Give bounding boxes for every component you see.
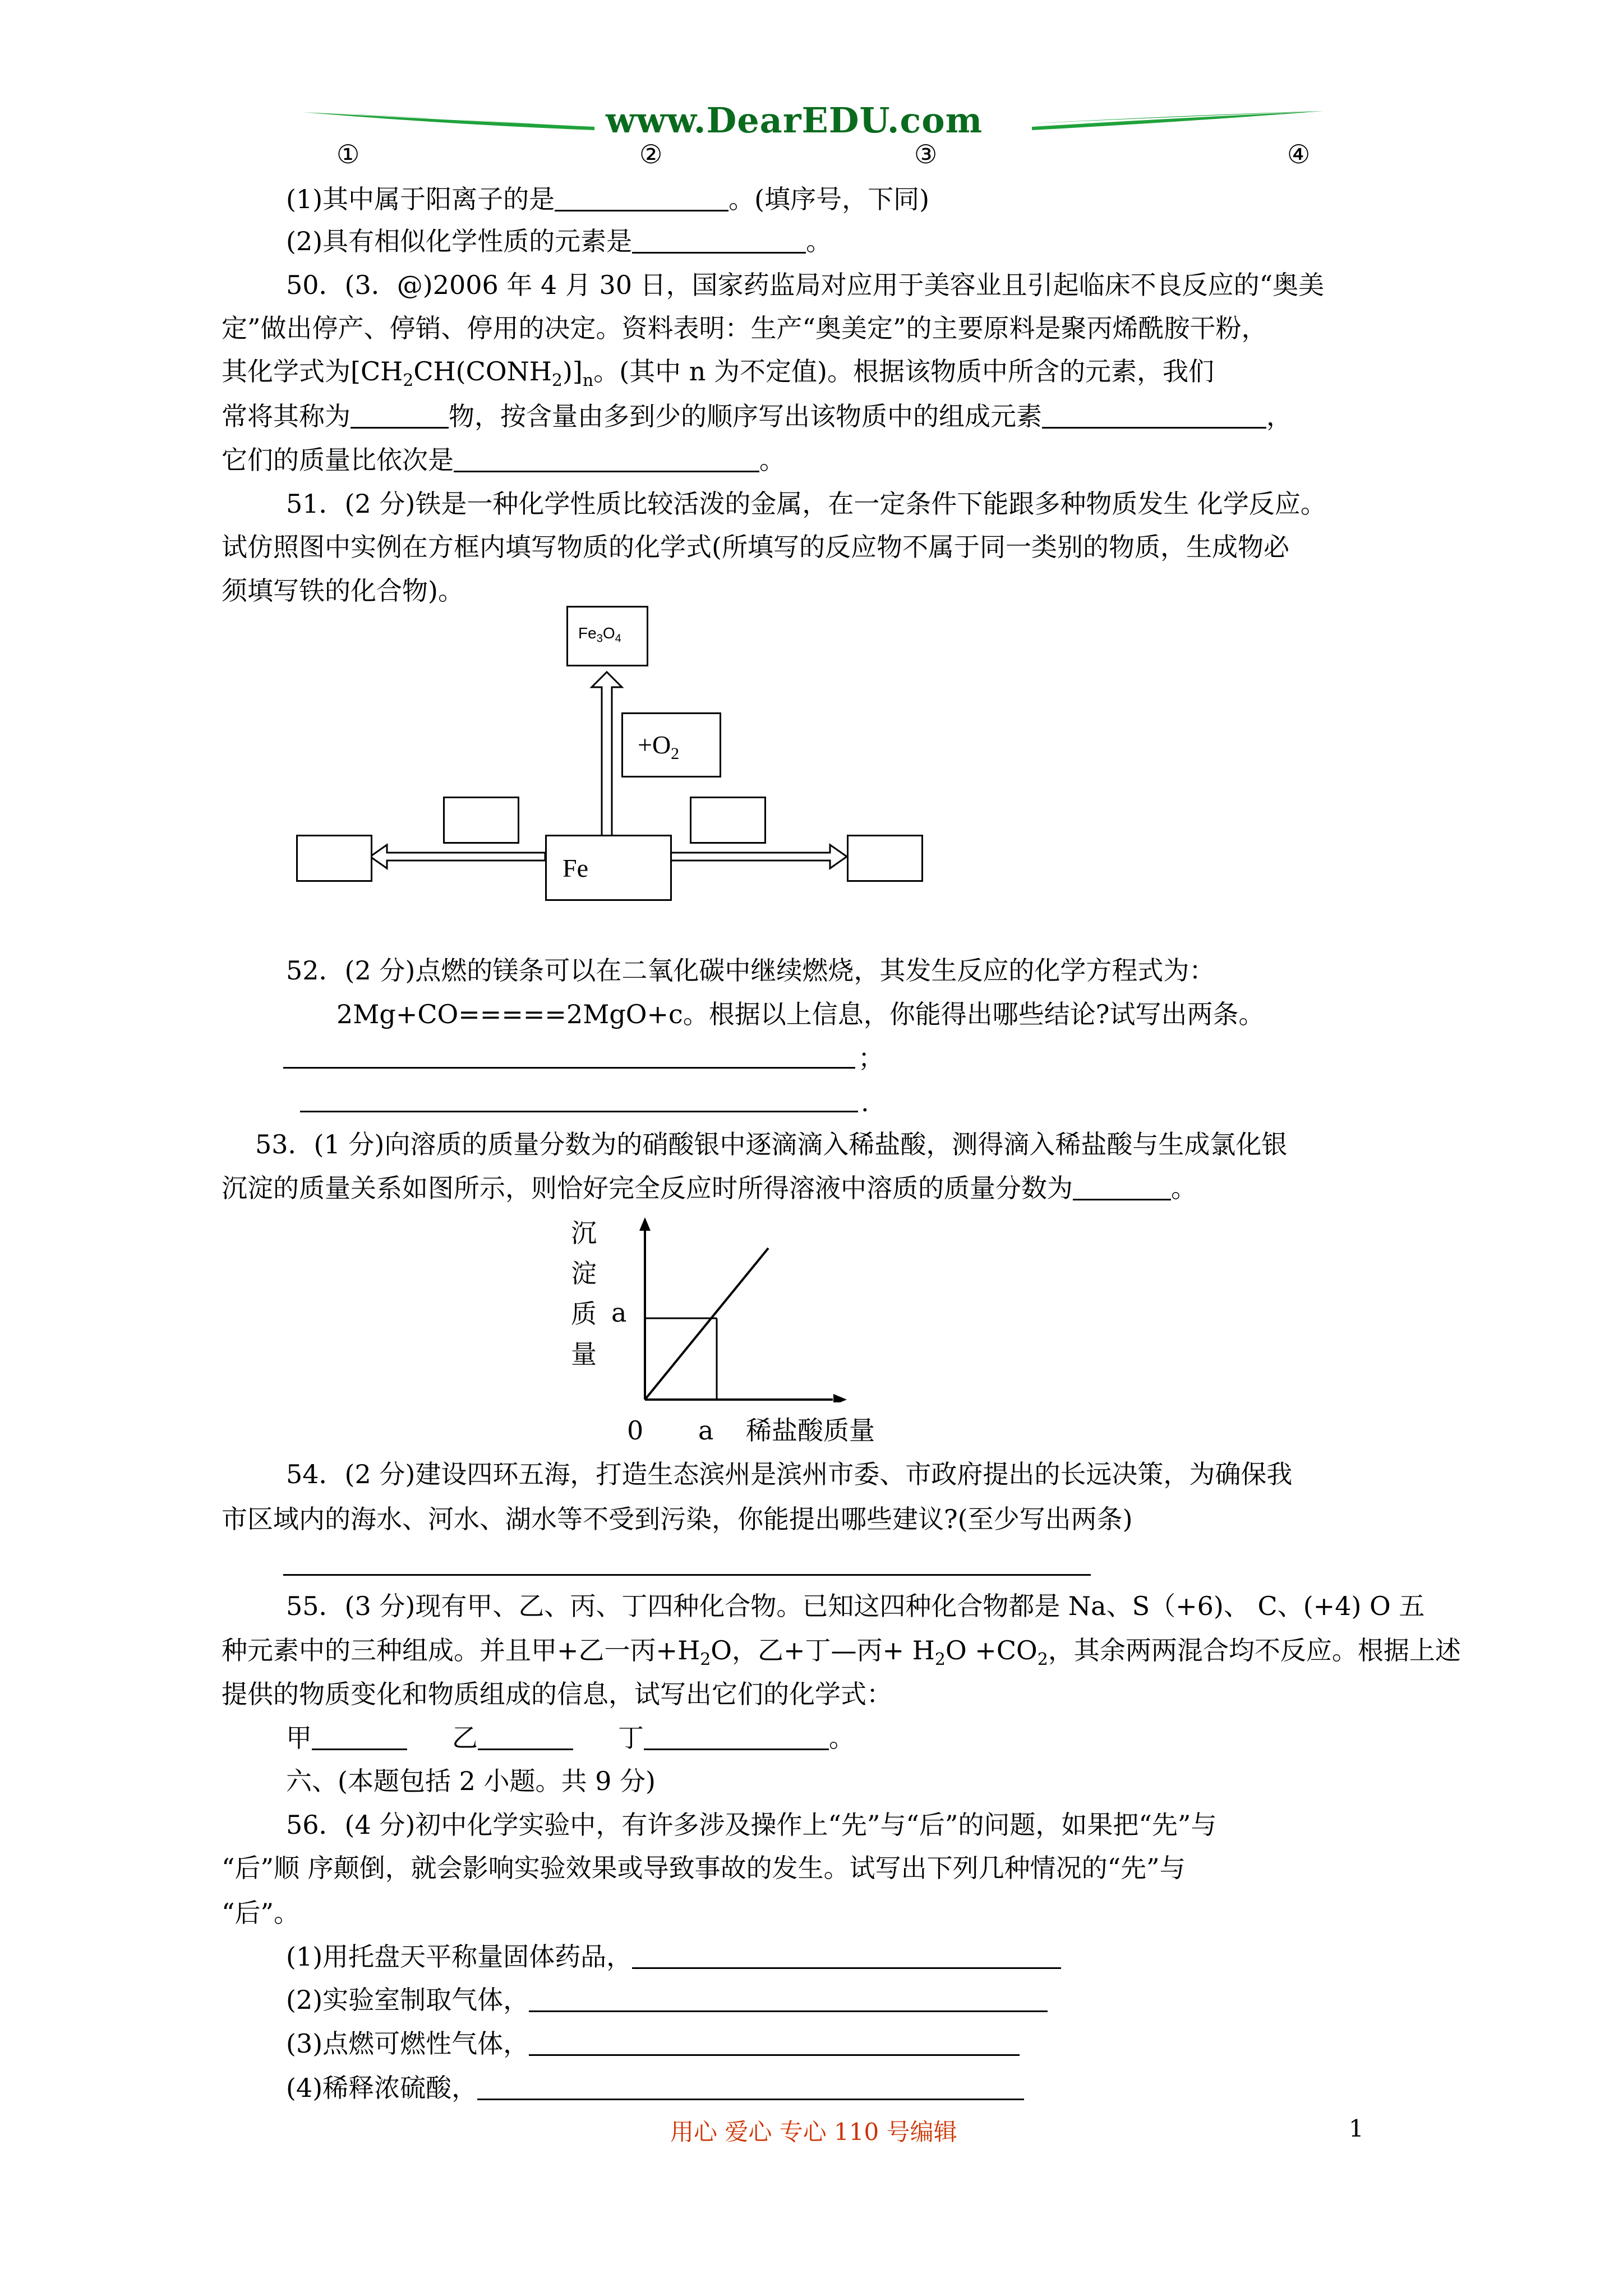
circled-number-2: ②	[639, 139, 663, 169]
circled-number-1: ①	[336, 139, 360, 169]
q50-line3	[222, 355, 1214, 398]
q50-blank-3[interactable]	[454, 446, 759, 472]
circled-number-3: ③	[914, 139, 938, 169]
q49-blank-1[interactable]	[555, 185, 728, 211]
q53-xtick-a: a	[698, 1415, 714, 1446]
page-number: 1	[1349, 2115, 1364, 2142]
q53-ylabel-1: 沉	[571, 1218, 597, 1248]
q55-sub-c: 2	[1037, 1650, 1048, 1670]
q52-line1: 52．(2 分)点燃的镁条可以在二氧化碳中继续燃烧，其发生反应的化学方程式为：	[286, 955, 1215, 986]
q53-origin: 0	[627, 1415, 644, 1446]
q56-item-2	[286, 1983, 1048, 2017]
center-box-fe	[545, 835, 672, 901]
q55-label-jia: 甲	[286, 1723, 312, 1753]
q53-blank[interactable]	[1073, 1174, 1171, 1200]
q50-line1: 50．(3．@)2006 年 4 月 30 日，国家药监局对应用于美容业且引起临床不良反应的“奥美	[286, 270, 1325, 300]
q50-blank-1[interactable]	[351, 402, 449, 429]
q50-formula-a: 其化学式为[CH	[222, 356, 403, 386]
q49-part2	[286, 224, 832, 258]
q52-line2: 2Mg+CO=====2MgO+c。根据以上信息，你能得出哪些结论?试写出两条。	[336, 999, 1265, 1029]
q56-item-4-text: (4)稀释浓硫酸，	[286, 2073, 478, 2103]
q50-formula-c: )]	[562, 356, 583, 386]
q51-line2: 试仿照图中实例在方框内填写物质的化学式(所填写的反应物不属于同一类别的物质，生成物必	[222, 532, 1289, 562]
q55-line2-b: O，乙+丁—丙+ H	[711, 1635, 935, 1665]
q56-line3: “后”。	[222, 1898, 300, 1928]
q49-part2-end: 。	[806, 226, 832, 256]
q55-line1: 55．(3 分)现有甲、乙、丙、丁四种化合物。已知这四种化合物都是 Na、S（+6)、 C、(+4) O 五	[286, 1591, 1425, 1621]
q50-sub-1: 2	[403, 371, 414, 391]
product-box-top[interactable]	[566, 606, 648, 666]
q51-diagram	[292, 606, 925, 920]
q50-formula-b: CH(CONH	[413, 356, 552, 386]
q55-line2-a: 种元素中的三种组成。并且甲+乙一丙+H	[222, 1635, 700, 1665]
q50-line5	[222, 443, 785, 477]
q56-line2: “后”顺 序颠倒，就会影响实验效果或导致事故的发生。试写出下列几种情况的“先”与	[222, 1853, 1186, 1883]
q49-part2-text: (2)具有相似化学性质的元素是	[286, 226, 633, 256]
q55-sub-b: 2	[934, 1650, 946, 1670]
q52-end-1: ；	[858, 1043, 884, 1073]
q55-blank-yi[interactable]	[478, 1724, 573, 1750]
q56-item-1	[286, 1940, 1061, 1973]
q51-line1: 51．(2 分)铁是一种化学性质比较活泼的金属，在一定条件下能跟多种物质发生 化学反应。	[286, 489, 1326, 519]
q55-line3: 提供的物质变化和物质组成的信息，试写出它们的化学式：	[222, 1679, 892, 1709]
q53-line2-end: 。	[1171, 1173, 1197, 1203]
q50-sub-2: 2	[551, 371, 562, 391]
q50-line5-b: 。	[759, 445, 785, 475]
q50-line4-a: 常将其称为	[222, 401, 351, 431]
q55-label-ding: 丁	[618, 1723, 644, 1753]
q49-part1	[286, 182, 929, 216]
q56-line1: 56．(4 分)初中化学实验中，有许多涉及操作上“先”与“后”的问题，如果把“先”与	[286, 1810, 1217, 1840]
q54-line1: 54．(2 分)建设四环五海，打造生态滨州是滨州市委、市政府提出的长远决策，为确保我	[286, 1459, 1293, 1489]
product-formula: $Fe_3O_4$	[578, 624, 621, 645]
q53-xlabel: 稀盐酸质量	[746, 1415, 875, 1446]
q49-part1-text: (1)其中属于阳离子的是	[286, 184, 555, 214]
q56-item-3	[286, 2027, 1020, 2060]
center-label: Fe	[562, 854, 588, 882]
q52-end-2: .	[861, 1087, 869, 1117]
reagent-box-right[interactable]	[690, 797, 766, 844]
q50-line5-a: 它们的质量比依次是	[222, 445, 454, 475]
q55-label-yi: 乙	[452, 1723, 478, 1753]
product-box-left[interactable]	[296, 835, 372, 882]
q50-line4-c: ，	[1266, 401, 1292, 431]
section6-title: 六、(本题包括 2 小题。共 9 分)	[286, 1766, 656, 1796]
q53-line2	[222, 1171, 1197, 1205]
q53-line2-text: 沉淀的质量关系如图所示，则恰好完全反应时所得溶液中溶质的质量分数为	[222, 1173, 1073, 1203]
reagent-formula: $+O_2$	[638, 730, 680, 763]
q49-part1-note: 。(填序号，下同)	[728, 184, 930, 214]
q55-line2	[222, 1634, 1461, 1677]
q56-blank-3[interactable]	[529, 2030, 1020, 2056]
q52-answer-line-1[interactable]	[283, 1067, 855, 1069]
q50-line4-b: 物，按含量由多到少的顺序写出该物质中的组成元素	[449, 401, 1042, 431]
q56-blank-2[interactable]	[529, 1986, 1048, 2012]
q53-ylabel-3: 质	[571, 1299, 597, 1329]
q53-ytick-a: a	[611, 1297, 627, 1328]
q50-line4	[222, 399, 1292, 433]
q55-blank-jia[interactable]	[312, 1724, 407, 1750]
q55-sub-a: 2	[700, 1650, 711, 1670]
q53-ylabel-4: 量	[571, 1339, 597, 1369]
q51-line3: 须填写铁的化合物)。	[222, 576, 464, 606]
q52-answer-line-2[interactable]	[300, 1111, 858, 1112]
q56-item-2-text: (2)实验室制取气体，	[286, 1985, 529, 2015]
q56-blank-4[interactable]	[477, 2074, 1024, 2100]
q49-blank-2[interactable]	[632, 227, 806, 254]
q56-item-1-text: (1)用托盘天平称量固体药品，	[286, 1941, 633, 1972]
q53-chart	[634, 1217, 847, 1402]
q50-sub-n: n	[582, 371, 594, 391]
q54-line2: 市区域内的海水、河水、湖水等不受到污染，你能提出哪些建议?(至少写出两条)	[222, 1504, 1133, 1534]
q55-line2-d: ，其余两两混合均不反应。根据上述	[1048, 1635, 1461, 1665]
q56-item-3-text: (3)点燃可燃性气体，	[286, 2028, 529, 2059]
q53-line1: 53．(1 分)向溶质的质量分数为的硝酸银中逐滴滴入稀盐酸，测得滴入稀盐酸与生成氯化银	[255, 1129, 1288, 1159]
q50-line2: 定”做出停产、停销、停用的决定。资料表明：生产“奥美定”的主要原料是聚丙烯酰胺干粉，	[222, 313, 1267, 343]
q55-blank-ding[interactable]	[644, 1724, 829, 1750]
q50-line3-rest: 。(其中 n 为不定值)。根据该物质中所含的元素，我们	[593, 356, 1214, 386]
logo-text: www.DearEDU.com	[606, 100, 983, 141]
header-logo	[303, 95, 1324, 146]
q50-blank-2[interactable]	[1042, 402, 1266, 429]
q53-data-line	[645, 1248, 768, 1400]
q54-answer-line[interactable]	[283, 1574, 1091, 1576]
q55-answers	[286, 1721, 855, 1755]
q56-blank-1[interactable]	[632, 1943, 1061, 1969]
reagent-box-left[interactable]	[443, 797, 519, 844]
circled-number-4: ④	[1287, 139, 1311, 169]
reagent-box-o2[interactable]	[621, 712, 721, 777]
q55-end: 。	[829, 1723, 855, 1753]
footer-text: 用心 爱心 专心 110 号编辑	[670, 2118, 957, 2146]
product-box-right[interactable]	[847, 835, 923, 882]
q53-ylabel-2: 淀	[571, 1258, 597, 1289]
q56-item-4	[286, 2071, 1024, 2105]
q55-line2-c: O +CO	[945, 1635, 1038, 1665]
